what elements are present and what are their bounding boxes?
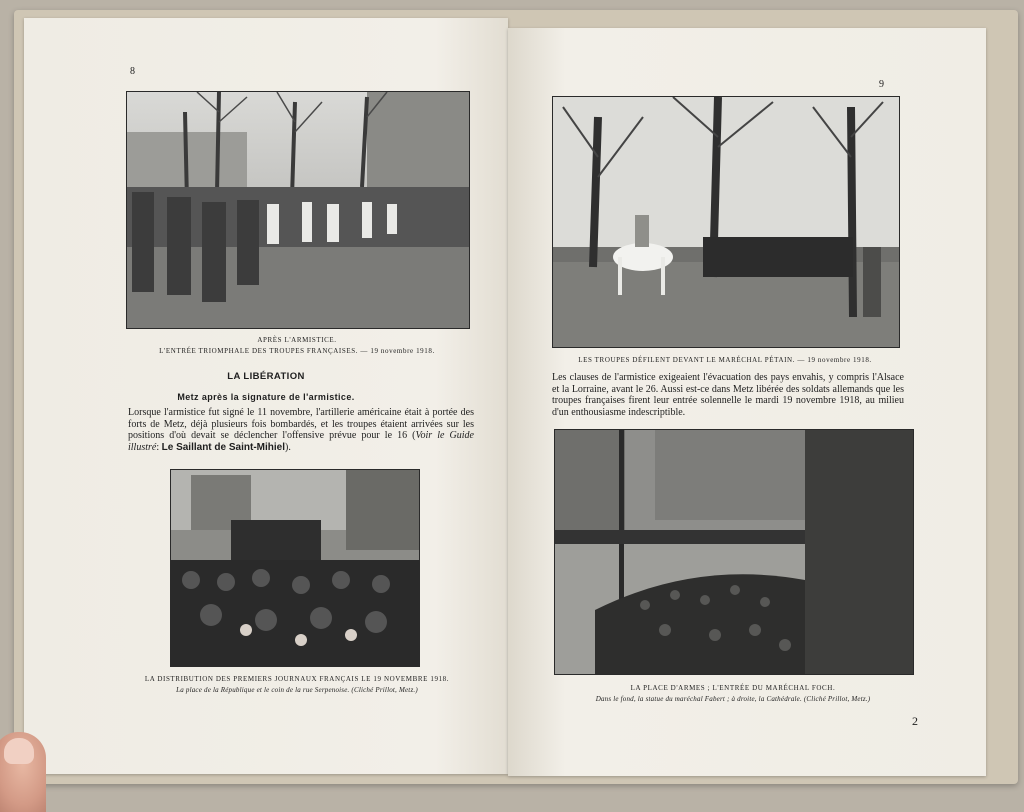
page-number: 9 xyxy=(879,79,884,90)
photo-newspaper-distribution-image xyxy=(171,470,419,666)
reference-separator: : xyxy=(156,441,162,453)
photo-newspaper-distribution xyxy=(170,469,420,667)
caption-line-2: L'ENTRÉE TRIOMPHALE DES TROUPES FRANÇAISES. — 19 novembre 1918. xyxy=(159,347,435,355)
body-paragraph xyxy=(128,407,474,453)
photo-caption xyxy=(538,683,928,705)
thumbnail xyxy=(4,738,34,764)
guide-title: Le Saillant de Saint-Mihiel xyxy=(161,441,285,453)
photo-troops-parade-petain xyxy=(552,96,900,348)
photo-triumphal-entry-image xyxy=(127,92,469,328)
photo-caption xyxy=(114,335,480,357)
left-page xyxy=(24,18,508,774)
page-number: 8 xyxy=(130,66,135,77)
signature-mark: 2 xyxy=(912,714,918,728)
body-paragraph: Les clauses de l'armistice exigeaient l'évacuation des pays envahis, y compris l'Alsace et la Lorraine, avant le 26. Aussi est-ce dans Metz libérée des soldats allemands que les troupes françaises firent leur entrée solennelle le mardi 19 novembre 1918, au milieu d'un enthousiasme indescriptible. xyxy=(552,372,904,418)
section-subtitle: Metz après la signature de l'armistice. xyxy=(177,392,355,402)
caption-line-2 xyxy=(114,685,480,696)
photo-place-darmes-foch-image xyxy=(555,430,913,674)
caption-line-2 xyxy=(538,694,928,705)
photo-triumphal-entry xyxy=(126,91,470,329)
photo-caption xyxy=(114,674,480,696)
section-title: LA LIBÉRATION xyxy=(227,371,305,382)
paragraph-text: Lorsque l'armistice fut signé le 11 novembre, l'artillerie américaine était à portée des forts de Metz, déjà plusieurs fois bombardés, et les troupes étaient arrivées sur les positions d'où devait se déclencher l'offensive prévue pour le 16 ( xyxy=(128,407,474,441)
paragraph-end: ). xyxy=(284,441,291,453)
thumb xyxy=(0,732,46,812)
photo-caption: LES TROUPES DÉFILENT DEVANT LE MARÉCHAL PÉTAIN. — 19 novembre 1918. xyxy=(578,356,872,364)
photo-place-darmes-foch xyxy=(554,429,914,675)
guide-reference: Voir le Guide illustré xyxy=(128,430,474,453)
caption-credit: Dans le fond, la statue du maréchal Fabert ; à droite, la Cathédrale. (Cliché Prillot, Metz.) xyxy=(595,695,871,703)
caption-line-1: APRÈS L'ARMISTICE. xyxy=(257,336,337,344)
right-page xyxy=(508,28,986,776)
caption-line-1: LA PLACE D'ARMES ; L'ENTRÉE DU MARÉCHAL FOCH. xyxy=(630,684,836,692)
caption-line-1: LA DISTRIBUTION DES PREMIERS JOURNAUX FRANÇAIS LE 19 NOVEMBRE 1918. xyxy=(144,675,450,683)
caption-credit: La place de la République et le coin de la rue Serpenoise. (Cliché Prillot, Metz.) xyxy=(176,686,418,694)
photo-troops-parade-petain-image xyxy=(553,97,899,347)
